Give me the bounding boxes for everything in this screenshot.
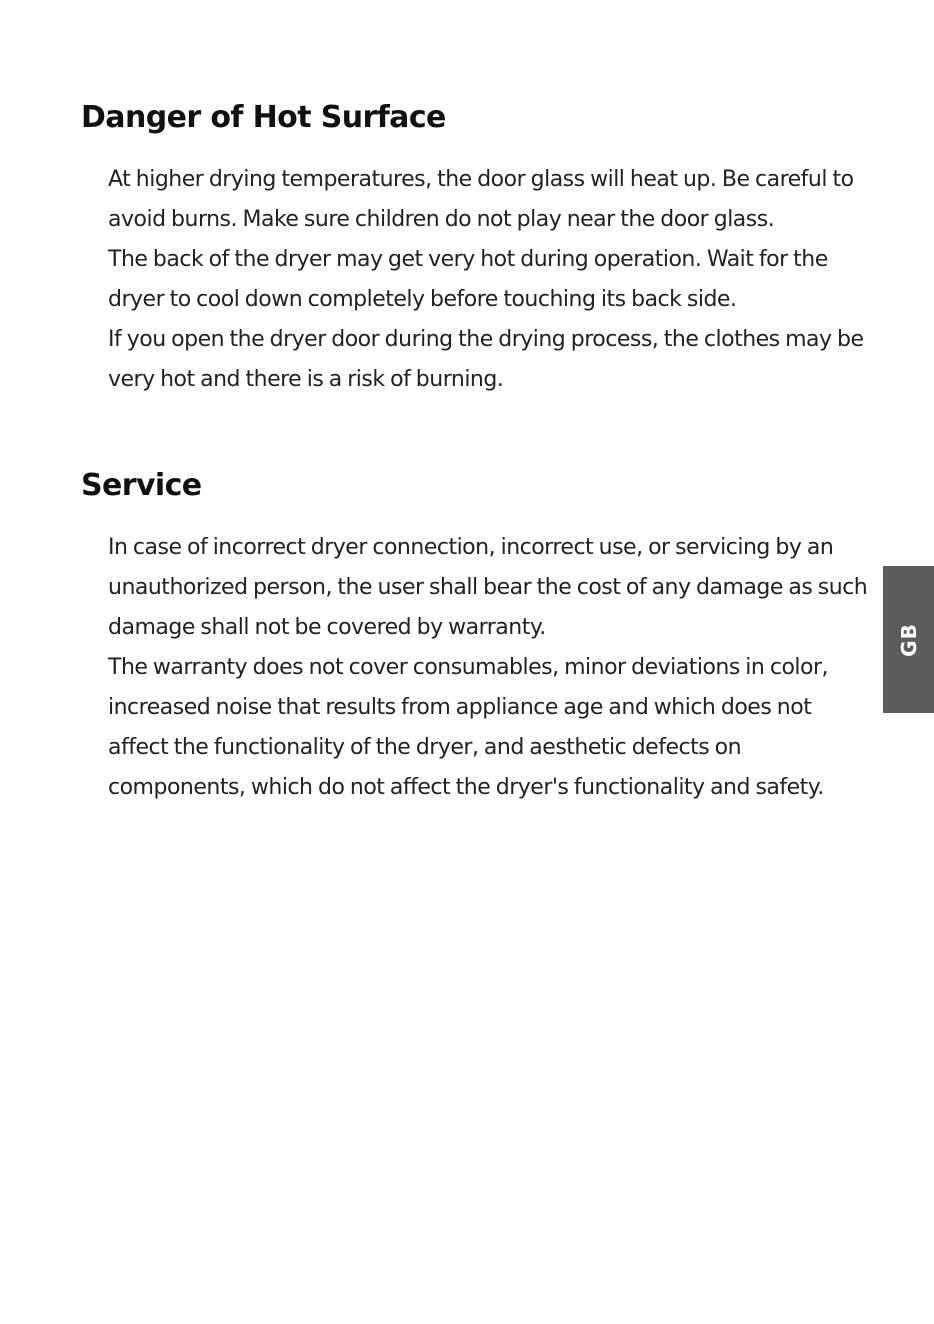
paragraph: At higher drying temperatures, the door glass will heat up. Be careful to avoid burns. Make sure children do not play near the door glass. (108, 167, 854, 232)
section-title-danger-hot-surface: Danger of Hot Surface (81, 100, 446, 135)
paragraph: The back of the dryer may get very hot during operation. Wait for the dryer to cool down completely before touching its back side. (108, 247, 828, 312)
section-title-service: Service (81, 468, 202, 503)
paragraph: In case of incorrect dryer connection, incorrect use, or servicing by an unauthorized person, the user shall bear the cost of any damage as such damage shall not be covered by warranty. (108, 535, 868, 640)
section-body-danger-hot-surface (108, 160, 868, 400)
language-tab (883, 566, 934, 713)
paragraph: The warranty does not cover consumables, minor deviations in color, increased noise that results from appliance age and which does not affect the functionality of the dryer, and aesthetic defects on components, which do not affect the dryer's functionality and safety. (108, 655, 829, 800)
paragraph: If you open the dryer door during the drying process, the clothes may be very hot and there is a risk of burning. (108, 327, 864, 392)
language-tab-label: GB (896, 622, 921, 657)
section-body-service (108, 528, 868, 808)
